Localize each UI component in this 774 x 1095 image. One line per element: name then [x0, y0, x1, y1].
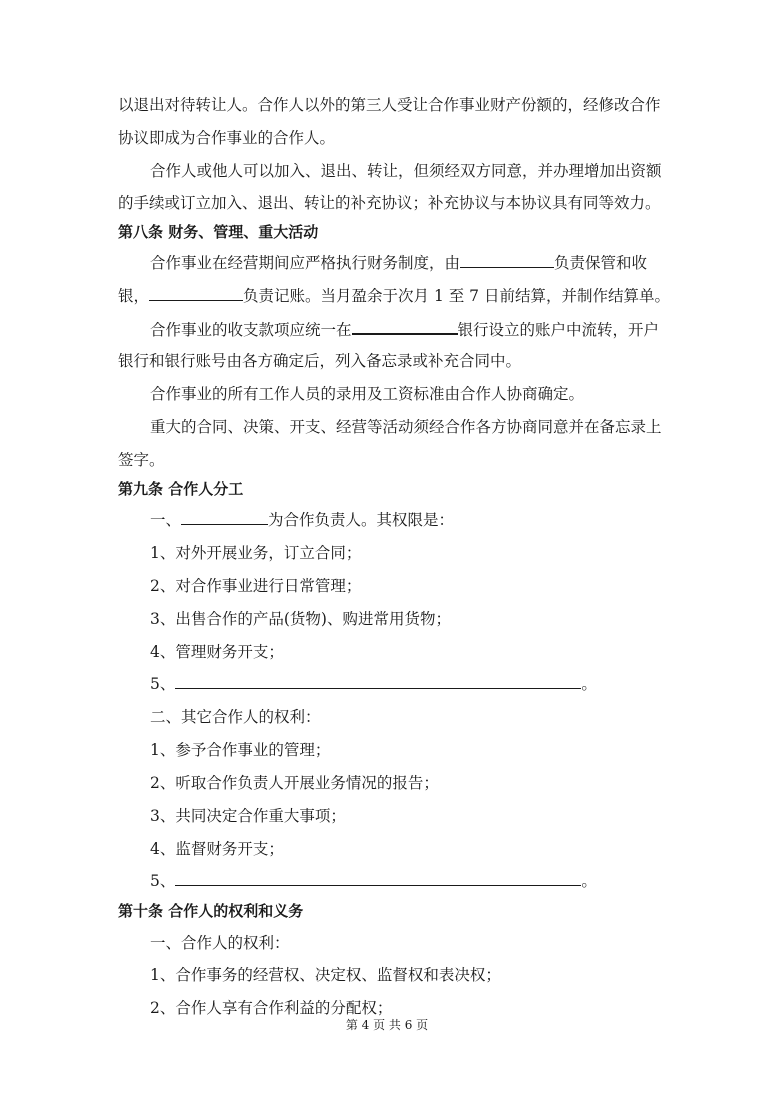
article-8-line-2 [118, 285, 670, 307]
list-item: 4、管理财务开支； [150, 643, 284, 661]
page-footer: 第 4 页 共 6 页 [345, 1018, 429, 1032]
article-10-heading: 第十条 合作人的权利和义务 [118, 902, 304, 920]
section-heading: 一、合作人的权利： [150, 934, 290, 952]
text-segment: 负责保管和收 [554, 254, 648, 272]
paragraph-line: 的手续或订立加入、退出、转让的补充协议；补充协议与本协议具有同等效力。 [118, 194, 661, 212]
list-item: 1、对外开展业务，订立合同； [150, 544, 362, 562]
article-8-line-1 [150, 252, 647, 274]
text-segment: 一、 [150, 511, 182, 529]
list-item: 2、对合作事业进行日常管理； [150, 577, 362, 595]
text-segment: 银行设立的账户中流转，开户 [457, 321, 660, 339]
text-segment: 银， [118, 287, 150, 305]
list-item-blank [150, 673, 597, 695]
paragraph-line: 协议即成为合作事业的合作人。 [118, 129, 336, 147]
text-segment: 合作事业在经营期间应严格执行财务制度，由 [150, 254, 461, 272]
text-segment: 合作事业的收支款项应统一在 [150, 321, 352, 339]
list-item: 4、监督财务开支； [150, 840, 284, 858]
fill-blank[interactable] [149, 285, 243, 301]
article-8-heading: 第八条 财务、管理、重大活动 [118, 223, 319, 241]
list-item: 1、参予合作事业的管理； [150, 741, 331, 759]
paragraph-line: 银行和银行账号由各方确定后，列入备忘录或补充合同中。 [118, 352, 522, 370]
list-item: 1、合作事务的经营权、决定权、监督权和表决权； [150, 966, 501, 984]
fill-blank[interactable] [352, 318, 458, 335]
list-item: 3、共同决定合作重大事项； [150, 807, 346, 825]
fill-blank[interactable] [181, 509, 268, 525]
text-segment: 5、 [150, 872, 176, 890]
fill-blank[interactable] [175, 870, 581, 886]
fill-blank[interactable] [460, 252, 554, 268]
text-segment: 。 [581, 872, 597, 890]
paragraph-line: 合作人或他人可以加入、退出、转让，但须经双方同意，并办理增加出资额 [150, 162, 662, 180]
paragraph-line: 合作事业的所有工作人员的录用及工资标准由合作人协商确定。 [150, 385, 585, 403]
article-9-section-1 [150, 509, 454, 531]
text-segment: 负责记账。当月盈余于次月 1 至 7 日前结算，并制作结算单。 [243, 287, 670, 305]
text-segment: 。 [581, 675, 597, 693]
list-item-blank [150, 870, 597, 892]
fill-blank[interactable] [175, 673, 581, 689]
article-8-line-3 [150, 318, 659, 341]
list-item: 3、出售合作的产品(货物)、购进常用货物； [150, 610, 451, 628]
paragraph-line: 以退出对待转让人。合作人以外的第三人受让合作事业财产份额的，经修改合作 [118, 96, 661, 114]
paragraph-line: 重大的合同、决策、开支、经营等活动须经合作各方协商同意并在备忘录上 [150, 418, 662, 436]
list-item: 2、听取合作负责人开展业务情况的报告； [150, 774, 439, 792]
list-item: 2、合作人享有合作利益的分配权； [150, 999, 393, 1017]
text-segment: 为合作负责人。其权限是： [268, 511, 455, 529]
section-heading: 二、其它合作人的权利： [150, 708, 321, 726]
article-9-heading: 第九条 合作人分工 [118, 480, 244, 498]
text-segment: 5、 [150, 675, 176, 693]
paragraph-line: 签字。 [118, 451, 165, 469]
